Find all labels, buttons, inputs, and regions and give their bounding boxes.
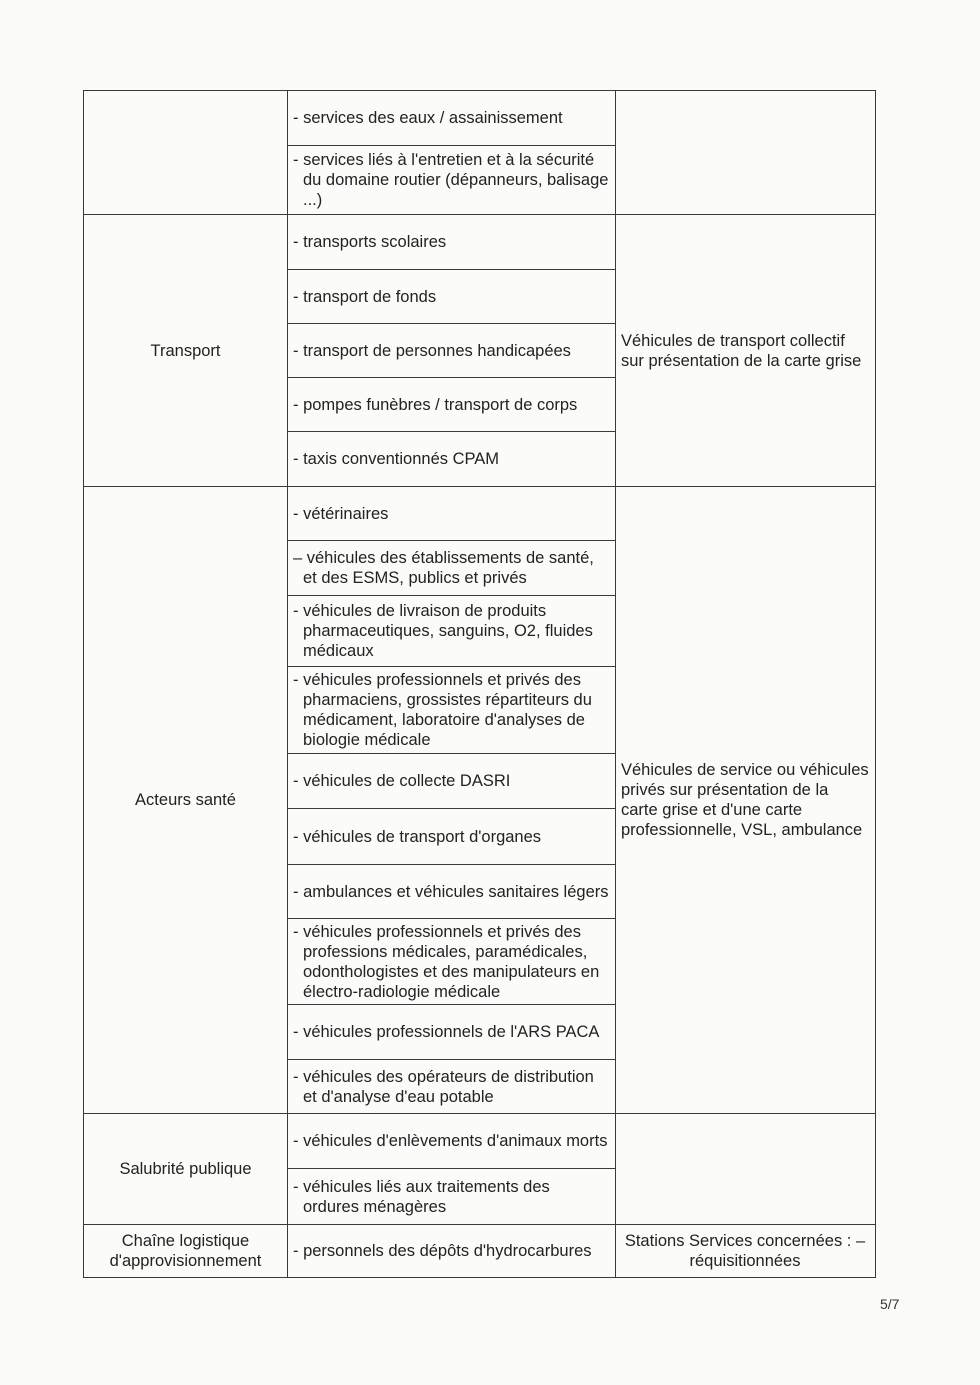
item-cell: [288, 1060, 616, 1114]
item-text: - véhicules d'enlèvements d'animaux morts: [293, 1132, 608, 1150]
item-cell: [288, 432, 616, 487]
item-text: - transport de fonds: [293, 287, 437, 306]
item-cell: [288, 809, 616, 865]
item-cell: [288, 324, 616, 378]
note-acteurs-sante: Véhicules de service ou véhicules privés sur présentation de la carte grise et d'une carte professionnelle, VSL, ambulance: [616, 487, 876, 1114]
item-text: – véhicules des établissements de santé, et des ESMS, publics et privés: [293, 549, 594, 587]
item-cell: [288, 1114, 616, 1169]
item-cell: [288, 667, 616, 754]
table-row: [84, 1225, 876, 1278]
item-text: - véhicules professionnels et privés des professions médicales, paramédicales, odonthologistes et des manipulateurs en électro-radiologie médicale: [293, 922, 600, 1001]
table-row: [84, 215, 876, 270]
item-text: - vétérinaires: [293, 504, 389, 523]
item-text: - véhicules de collecte DASRI: [293, 772, 511, 790]
item-cell: [288, 919, 616, 1005]
item-cell: [288, 865, 616, 919]
category-acteurs-sante: Acteurs santé: [84, 487, 288, 1114]
item-cell: [288, 754, 616, 809]
table-row: [84, 1114, 876, 1169]
category-chaine-logistique: Chaîne logistique d'approvisionnement: [84, 1225, 288, 1278]
item-text: - véhicules professionnels de l'ARS PACA: [293, 1023, 600, 1041]
item-cell: [288, 487, 616, 541]
item-text: - taxis conventionnés CPAM: [293, 450, 500, 468]
item-text: - ambulances et véhicules sanitaires légers: [293, 882, 609, 901]
category-salubrite-publique: Salubrité publique: [84, 1114, 288, 1225]
item-cell: [288, 1005, 616, 1060]
page-number: 5/7: [880, 1296, 900, 1312]
item-text: - véhicules professionnels et privés des pharmaciens, grossistes répartiteurs du médicament, laboratoire d'analyses de biologie médicale: [293, 671, 592, 749]
item-text: - services des eaux / assainissement: [293, 109, 563, 127]
item-text: - transport de personnes handicapées: [293, 341, 571, 360]
item-cell: [288, 91, 616, 146]
item-cell: [288, 146, 616, 215]
item-cell: [288, 215, 616, 270]
category-transport: Transport: [84, 215, 288, 487]
table-row: [84, 487, 876, 541]
item-cell: [288, 596, 616, 667]
category-cell-empty: [84, 91, 288, 215]
item-cell: [288, 541, 616, 596]
item-cell: [288, 270, 616, 324]
note-chaine-logistique: Stations Services concernées : – réquisitionnées: [616, 1225, 876, 1278]
note-transport: Véhicules de transport collectif sur présentation de la carte grise: [616, 215, 876, 487]
note-cell-empty: [616, 1114, 876, 1225]
item-text: - véhicules de livraison de produits pharmaceutiques, sanguins, O2, fluides médicaux: [293, 602, 593, 660]
item-text: - véhicules des opérateurs de distribution et d'analyse d'eau potable: [293, 1067, 594, 1106]
item-cell: [288, 378, 616, 432]
table-row: [84, 91, 876, 146]
item-text: - transports scolaires: [293, 233, 447, 251]
item-text: - services liés à l'entretien et à la sécurité du domaine routier (dépanneurs, balisage ...): [293, 151, 609, 209]
item-cell: [288, 1169, 616, 1225]
item-text: - pompes funèbres / transport de corps: [293, 395, 578, 414]
note-cell-empty: [616, 91, 876, 215]
item-text: - personnels des dépôts d'hydrocarbures: [293, 1242, 592, 1260]
item-text: - véhicules de transport d'organes: [293, 827, 542, 846]
measures-table: [83, 90, 876, 1278]
item-text: - véhicules liés aux traitements des ordures ménagères: [293, 1177, 550, 1216]
item-cell: [288, 1225, 616, 1278]
